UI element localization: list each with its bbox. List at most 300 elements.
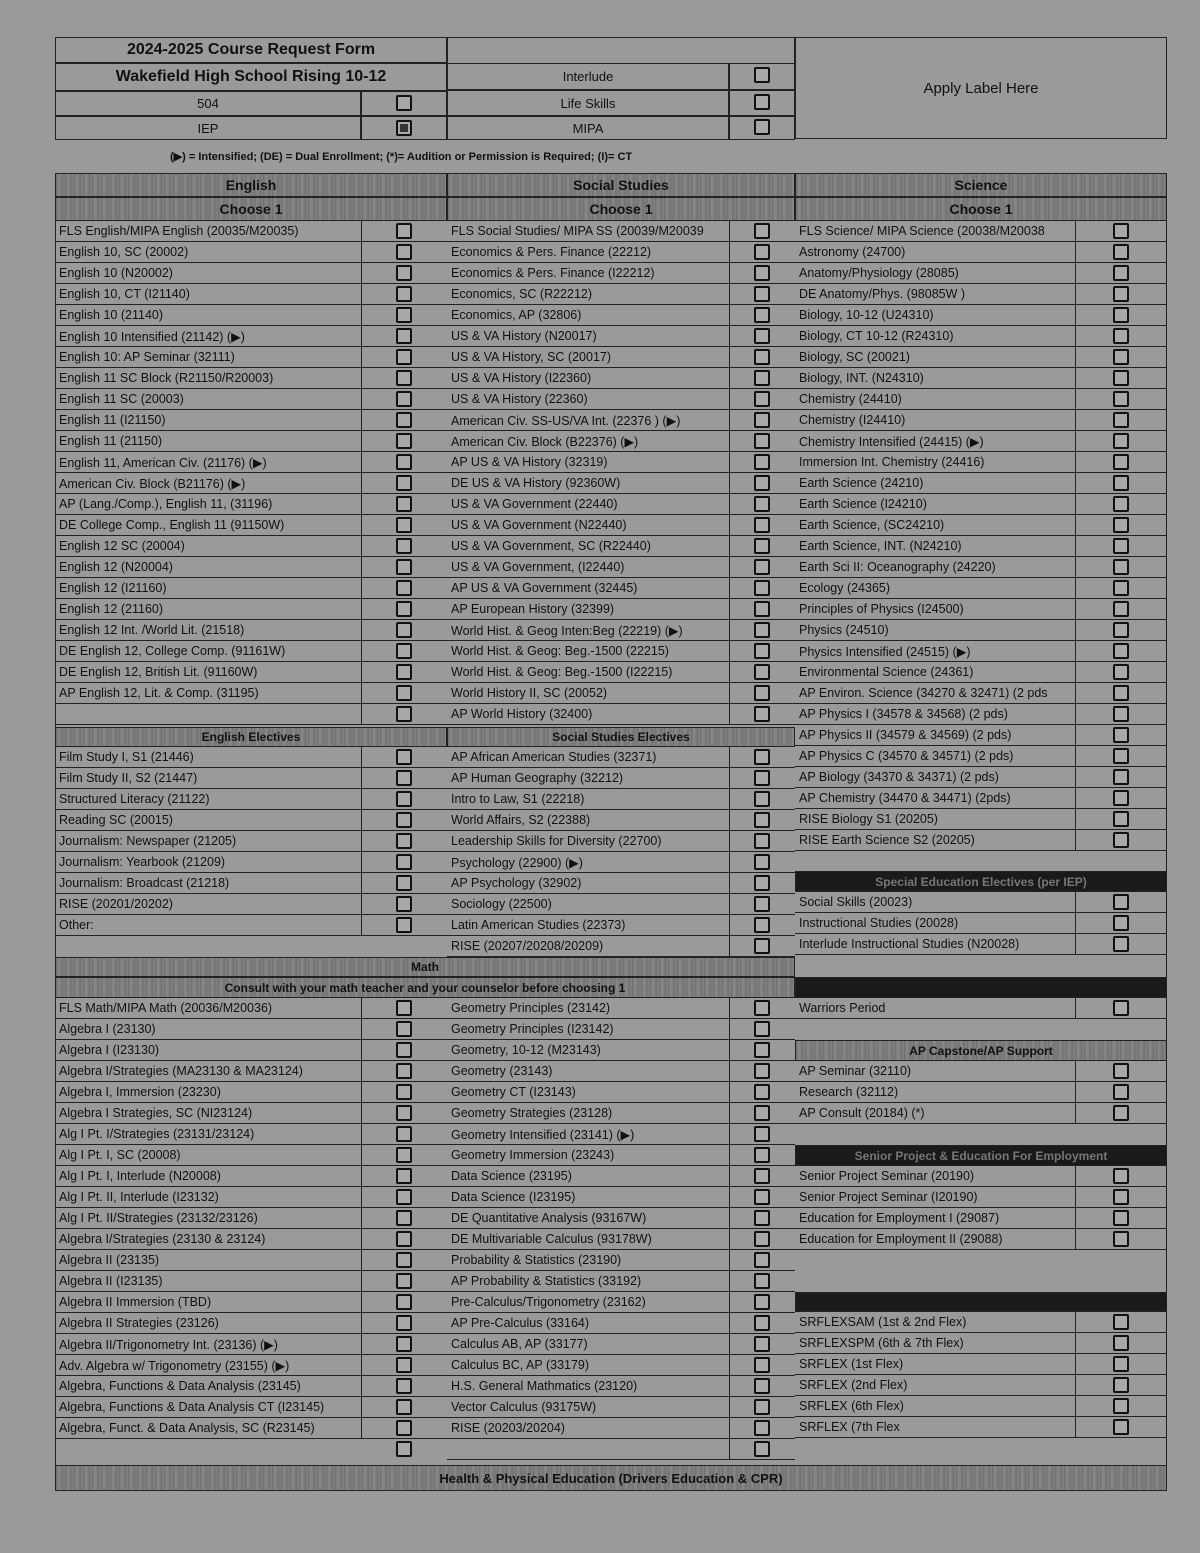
math-left-row	[55, 1208, 361, 1229]
sped-course-row	[795, 934, 1075, 955]
math-left-checkbox[interactable]	[396, 1084, 412, 1100]
math-left-row	[55, 1355, 361, 1376]
english-course-checkbox[interactable]	[396, 643, 412, 659]
english-course-checkbox[interactable]	[396, 538, 412, 554]
science-course-checkbox[interactable]	[1113, 706, 1129, 722]
english-course-row	[55, 326, 361, 347]
math-right-row	[447, 1355, 729, 1376]
math-right-label: AP Pre-Calculus (33164)	[451, 1316, 590, 1330]
science-course-checkbox[interactable]	[1113, 454, 1129, 470]
english-course-row	[55, 578, 361, 599]
math-left-checkbox[interactable]	[396, 1126, 412, 1142]
math-left-checkbox[interactable]	[396, 1441, 412, 1457]
english-elective-row	[55, 789, 361, 810]
social-course-label: American Civ. SS-US/VA Int. (22376 ) (▶)	[451, 413, 681, 428]
math-left-label: Algebra II Strategies (23126)	[59, 1316, 219, 1330]
math-left-checkbox[interactable]	[396, 1315, 412, 1331]
ap-course-checkbox[interactable]	[1113, 1063, 1129, 1079]
math-right-checkbox[interactable]	[754, 1273, 770, 1289]
math-right-row	[447, 1040, 729, 1061]
math-right-checkbox[interactable]	[754, 1000, 770, 1016]
senior-course-checkbox[interactable]	[1113, 1189, 1129, 1205]
math-left-checkbox[interactable]	[396, 1252, 412, 1268]
math-right-checkbox[interactable]	[754, 1252, 770, 1268]
math-left-checkbox[interactable]	[396, 1378, 412, 1394]
math-right-label: H.S. General Mathmatics (23120)	[451, 1379, 638, 1393]
english-course-checkbox[interactable]	[396, 391, 412, 407]
social-elective-checkbox[interactable]	[754, 875, 770, 891]
option-lifeskills-checkbox[interactable]	[754, 94, 770, 110]
science-course-label: Astronomy (24700)	[799, 245, 906, 259]
flex-course-checkbox[interactable]	[1113, 1314, 1129, 1330]
math-right-row	[447, 1145, 729, 1166]
english-elective-checkbox[interactable]	[396, 812, 412, 828]
sped-course-label: Instructional Studies (20028)	[799, 916, 959, 930]
math-right-checkbox[interactable]	[754, 1420, 770, 1436]
math-right-row	[447, 1124, 729, 1145]
science-course-checkbox[interactable]	[1113, 286, 1129, 302]
math-right-checkbox[interactable]	[754, 1168, 770, 1184]
english-elective-checkbox[interactable]	[396, 854, 412, 870]
science-course-checkbox[interactable]	[1113, 370, 1129, 386]
math-left-label: FLS Math/MIPA Math (20036/M20036)	[59, 1001, 273, 1015]
math-right-label: RISE (20203/20204)	[451, 1421, 565, 1435]
social-course-checkbox[interactable]	[754, 622, 770, 638]
science-course-checkbox[interactable]	[1113, 727, 1129, 743]
social-course-checkbox[interactable]	[754, 601, 770, 617]
math-right-row	[447, 1439, 729, 1460]
english-elective-checkbox[interactable]	[396, 749, 412, 765]
science-course-checkbox[interactable]	[1113, 769, 1129, 785]
math-left-checkbox[interactable]	[396, 1105, 412, 1121]
ap-course-label: AP Seminar (32110)	[799, 1064, 912, 1078]
english-course-checkbox[interactable]	[396, 370, 412, 386]
english-elective-row	[55, 873, 361, 894]
english-course-checkbox[interactable]	[396, 706, 412, 722]
social-course-label: DE US & VA History (92360W)	[451, 476, 621, 490]
english-elective-label: Other:	[59, 918, 94, 932]
english-elective-checkbox[interactable]	[396, 896, 412, 912]
header-mid-blank	[447, 37, 795, 63]
math-left-row	[55, 1103, 361, 1124]
english-course-row	[55, 389, 361, 410]
math-left-checkbox[interactable]	[396, 1336, 412, 1352]
english-elective-label: Reading SC (20015)	[59, 813, 173, 827]
flex-course-checkbox[interactable]	[1113, 1398, 1129, 1414]
science-course-label: Physics (24510)	[799, 623, 889, 637]
english-course-checkbox[interactable]	[396, 601, 412, 617]
senior-course-checkbox[interactable]	[1113, 1210, 1129, 1226]
social-electives-header: Social Studies Electives	[447, 727, 795, 747]
math-right-label: Vector Calculus (93175W)	[451, 1400, 597, 1414]
science-course-label: Chemistry (I24410)	[799, 413, 906, 427]
math-left-checkbox[interactable]	[396, 1294, 412, 1310]
english-course-checkbox[interactable]	[396, 517, 412, 533]
math-right-checkbox[interactable]	[754, 1084, 770, 1100]
social-elective-label: AP Human Geography (32212)	[451, 771, 624, 785]
science-course-checkbox[interactable]	[1113, 622, 1129, 638]
math-right-row	[447, 1334, 729, 1355]
math-right-row	[447, 998, 729, 1019]
science-course-label: AP Biology (34370 & 34371) (2 pds)	[799, 770, 999, 784]
science-course-checkbox[interactable]	[1113, 412, 1129, 428]
science-course-checkbox[interactable]	[1113, 517, 1129, 533]
flex-course-checkbox[interactable]	[1113, 1356, 1129, 1372]
math-left-checkbox[interactable]	[396, 1357, 412, 1373]
english-course-checkbox[interactable]	[396, 265, 412, 281]
english-course-checkbox[interactable]	[396, 685, 412, 701]
science-course-checkbox[interactable]	[1113, 433, 1129, 449]
english-course-row	[55, 515, 361, 536]
math-left-checkbox[interactable]	[396, 1042, 412, 1058]
science-course-checkbox[interactable]	[1113, 328, 1129, 344]
ap-course-label: AP Consult (20184) (*)	[799, 1106, 925, 1120]
ap-course-checkbox[interactable]	[1113, 1084, 1129, 1100]
math-left-checkbox[interactable]	[396, 1399, 412, 1415]
math-left-label: Alg I Pt. I, Interlude (N20008)	[59, 1169, 221, 1183]
science-course-checkbox[interactable]	[1113, 664, 1129, 680]
english-elective-checkbox[interactable]	[396, 791, 412, 807]
math-right-checkbox[interactable]	[754, 1189, 770, 1205]
science-course-checkbox[interactable]	[1113, 538, 1129, 554]
science-course-row	[795, 242, 1075, 263]
social-elective-checkbox[interactable]	[754, 938, 770, 954]
english-course-label: American Civ. Block (B21176) (▶)	[59, 476, 246, 491]
math-left-label: Alg I Pt. I, SC (20008)	[59, 1148, 181, 1162]
math-right-row	[447, 1313, 729, 1334]
sped-course-checkbox[interactable]	[1113, 936, 1129, 952]
science-course-checkbox[interactable]	[1113, 685, 1129, 701]
flex-course-label: SRFLEX (1st Flex)	[799, 1357, 904, 1371]
science-course-row	[795, 389, 1075, 410]
science-course-checkbox[interactable]	[1113, 349, 1129, 365]
math-left-checkbox[interactable]	[396, 1147, 412, 1163]
english-course-row	[55, 263, 361, 284]
english-course-label: English 12 (I21160)	[59, 581, 167, 595]
option-interlude-checkbox[interactable]	[754, 67, 770, 83]
option-504-checkbox[interactable]	[396, 95, 412, 111]
social-course-row	[447, 641, 729, 662]
english-elective-label: Film Study II, S2 (21447)	[59, 771, 198, 785]
science-course-checkbox[interactable]	[1113, 496, 1129, 512]
math-left-checkbox[interactable]	[396, 1063, 412, 1079]
math-right-checkbox[interactable]	[754, 1126, 770, 1142]
math-left-label: Adv. Algebra w/ Trigonometry (23155) (▶)	[59, 1358, 290, 1373]
math-right-label: Geometry CT (I23143)	[451, 1085, 576, 1099]
social-elective-checkbox[interactable]	[754, 917, 770, 933]
social-course-checkbox[interactable]	[754, 265, 770, 281]
english-header: English	[55, 173, 447, 197]
math-left-label: Algebra I/Strategies (23130 & 23124)	[59, 1232, 266, 1246]
math-right-row	[447, 1271, 729, 1292]
flex-course-checkbox[interactable]	[1113, 1419, 1129, 1435]
science-course-row	[795, 641, 1075, 662]
english-course-label: English 12 (N20004)	[59, 560, 173, 574]
social-course-checkbox[interactable]	[754, 412, 770, 428]
social-course-label: AP European History (32399)	[451, 602, 615, 616]
legend: (▶) = Intensified; (DE) = Dual Enrollment; (*)= Audition or Permission is Required; (I)= CT	[170, 151, 633, 163]
english-course-checkbox[interactable]	[396, 328, 412, 344]
warriors-checkbox[interactable]	[1113, 1000, 1129, 1016]
math-right-checkbox[interactable]	[754, 1399, 770, 1415]
social-course-checkbox[interactable]	[754, 517, 770, 533]
english-course-checkbox[interactable]	[396, 664, 412, 680]
math-left-checkbox[interactable]	[396, 1231, 412, 1247]
math-left-row	[55, 1187, 361, 1208]
social-elective-checkbox[interactable]	[754, 854, 770, 870]
science-course-row	[795, 410, 1075, 431]
senior-course-row	[795, 1229, 1075, 1250]
sped-header: Special Education Electives (per IEP)	[795, 871, 1167, 892]
english-course-checkbox[interactable]	[396, 433, 412, 449]
option-504-label: 504	[55, 91, 361, 116]
science-course-checkbox[interactable]	[1113, 475, 1129, 491]
science-course-row	[795, 746, 1075, 767]
english-course-checkbox[interactable]	[396, 286, 412, 302]
science-course-checkbox[interactable]	[1113, 559, 1129, 575]
science-course-checkbox[interactable]	[1113, 643, 1129, 659]
english-course-row	[55, 683, 361, 704]
english-course-checkbox[interactable]	[396, 244, 412, 260]
math-left-row	[55, 1313, 361, 1334]
math-right-checkbox[interactable]	[754, 1042, 770, 1058]
science-course-row	[795, 494, 1075, 515]
senior-course-checkbox[interactable]	[1113, 1231, 1129, 1247]
social-course-checkbox[interactable]	[754, 328, 770, 344]
math-right-row	[447, 1019, 729, 1040]
social-course-checkbox[interactable]	[754, 475, 770, 491]
english-course-checkbox[interactable]	[396, 559, 412, 575]
science-course-checkbox[interactable]	[1113, 580, 1129, 596]
math-left-label: Algebra II (23135)	[59, 1253, 160, 1267]
english-elective-label: Journalism: Yearbook (21209)	[59, 855, 226, 869]
flex-course-label: SRFLEX (7th Flex	[799, 1420, 900, 1434]
english-elective-row	[55, 768, 361, 789]
english-course-checkbox[interactable]	[396, 475, 412, 491]
english-course-checkbox[interactable]	[396, 454, 412, 470]
english-course-checkbox[interactable]	[396, 496, 412, 512]
social-subheader: Choose 1	[447, 197, 795, 221]
social-course-checkbox[interactable]	[754, 349, 770, 365]
social-course-checkbox[interactable]	[754, 391, 770, 407]
social-course-checkbox[interactable]	[754, 370, 770, 386]
math-right-checkbox[interactable]	[754, 1105, 770, 1121]
social-course-row	[447, 284, 729, 305]
science-course-checkbox[interactable]	[1113, 223, 1129, 239]
english-course-checkbox[interactable]	[396, 349, 412, 365]
english-course-row	[55, 284, 361, 305]
warriors-row	[795, 998, 1075, 1019]
social-elective-row	[447, 852, 729, 873]
math-right-row	[447, 1082, 729, 1103]
social-course-checkbox[interactable]	[754, 307, 770, 323]
english-course-row	[55, 431, 361, 452]
social-course-checkbox[interactable]	[754, 538, 770, 554]
science-course-label: Immersion Int. Chemistry (24416)	[799, 455, 985, 469]
math-left-label: Algebra, Funct. & Data Analysis, SC (R23145)	[59, 1421, 315, 1435]
social-course-checkbox[interactable]	[754, 685, 770, 701]
health-header: Health & Physical Education (Drivers Education & CPR)	[55, 1465, 1167, 1491]
social-course-row	[447, 683, 729, 704]
science-course-label: Earth Sci II: Oceanography (24220)	[799, 560, 996, 574]
math-right-checkbox[interactable]	[754, 1147, 770, 1163]
math-right-label: Geometry Principles (23142)	[451, 1001, 611, 1015]
social-course-checkbox[interactable]	[754, 643, 770, 659]
science-course-row	[795, 431, 1075, 452]
english-course-label: English 11 SC (20003)	[59, 392, 184, 406]
social-course-checkbox[interactable]	[754, 286, 770, 302]
math-left-label: Alg I Pt. II/Strategies (23132/23126)	[59, 1211, 258, 1225]
english-elective-label: Film Study I, S1 (21446)	[59, 750, 194, 764]
senior-course-checkbox[interactable]	[1113, 1168, 1129, 1184]
social-header: Social Studies	[447, 173, 795, 197]
option-iep-checkbox[interactable]	[396, 120, 412, 136]
english-course-label: DE English 12, British Lit. (91160W)	[59, 665, 258, 679]
social-elective-row	[447, 915, 729, 936]
social-course-checkbox[interactable]	[754, 454, 770, 470]
math-right-checkbox[interactable]	[754, 1357, 770, 1373]
english-elective-label: Journalism: Newspaper (21205)	[59, 834, 237, 848]
science-course-checkbox[interactable]	[1113, 790, 1129, 806]
flex-course-label: SRFLEX (6th Flex)	[799, 1399, 904, 1413]
english-course-checkbox[interactable]	[396, 223, 412, 239]
math-left-label: Algebra II/Trigonometry Int. (23136) (▶)	[59, 1337, 278, 1352]
flex-course-checkbox[interactable]	[1113, 1335, 1129, 1351]
social-course-row	[447, 431, 729, 452]
science-course-label: Earth Science, (SC24210)	[799, 518, 945, 532]
english-course-checkbox[interactable]	[396, 580, 412, 596]
ap-course-checkbox[interactable]	[1113, 1105, 1129, 1121]
social-course-label: Economics & Pers. Finance (22212)	[451, 245, 652, 259]
english-elective-checkbox[interactable]	[396, 833, 412, 849]
math-right-checkbox[interactable]	[754, 1021, 770, 1037]
math-left-checkbox[interactable]	[396, 1273, 412, 1289]
science-course-row	[795, 515, 1075, 536]
science-course-row	[795, 536, 1075, 557]
social-elective-checkbox[interactable]	[754, 791, 770, 807]
math-left-label: Algebra II Immersion (TBD)	[59, 1295, 212, 1309]
sped-course-checkbox[interactable]	[1113, 915, 1129, 931]
science-course-checkbox[interactable]	[1113, 811, 1129, 827]
science-course-checkbox[interactable]	[1113, 832, 1129, 848]
science-course-label: DE Anatomy/Phys. (98085W )	[799, 287, 966, 301]
math-right-row	[447, 1061, 729, 1082]
math-left-checkbox[interactable]	[396, 1000, 412, 1016]
social-course-checkbox[interactable]	[754, 244, 770, 260]
social-elective-label: Sociology (22500)	[451, 897, 552, 911]
social-course-checkbox[interactable]	[754, 664, 770, 680]
option-mipa-checkbox[interactable]	[754, 119, 770, 135]
science-course-label: Earth Science, INT. (N24210)	[799, 539, 962, 553]
math-left-label: Alg I Pt. I/Strategies (23131/23124)	[59, 1127, 255, 1141]
social-elective-row	[447, 873, 729, 894]
social-course-label: US & VA History (I22360)	[451, 371, 592, 385]
english-course-label: English 12 SC (20004)	[59, 539, 185, 553]
social-elective-checkbox[interactable]	[754, 812, 770, 828]
social-course-checkbox[interactable]	[754, 580, 770, 596]
sped-course-checkbox[interactable]	[1113, 894, 1129, 910]
flex-course-row	[795, 1312, 1075, 1333]
math-left-checkbox[interactable]	[396, 1189, 412, 1205]
english-course-checkbox[interactable]	[396, 307, 412, 323]
senior-header: Senior Project & Education For Employment	[795, 1145, 1167, 1166]
english-course-row	[55, 242, 361, 263]
social-course-checkbox[interactable]	[754, 706, 770, 722]
math-left-checkbox[interactable]	[396, 1210, 412, 1226]
math-right-checkbox[interactable]	[754, 1441, 770, 1457]
science-course-checkbox[interactable]	[1113, 391, 1129, 407]
science-course-label: AP Physics II (34579 & 34569) (2 pds)	[799, 728, 1012, 742]
english-elective-checkbox[interactable]	[396, 875, 412, 891]
math-right-checkbox[interactable]	[754, 1315, 770, 1331]
math-right-checkbox[interactable]	[754, 1378, 770, 1394]
science-course-checkbox[interactable]	[1113, 307, 1129, 323]
english-elective-checkbox[interactable]	[396, 770, 412, 786]
english-elective-checkbox[interactable]	[396, 917, 412, 933]
flex-course-label: SRFLEX (2nd Flex)	[799, 1378, 908, 1392]
senior-course-label: Senior Project Seminar (20190)	[799, 1169, 975, 1183]
math-right-label: DE Multivariable Calculus (93178W)	[451, 1232, 652, 1246]
math-left-checkbox[interactable]	[396, 1021, 412, 1037]
math-left-label: Algebra I/Strategies (MA23130 & MA23124)	[59, 1064, 303, 1078]
sped-course-row	[795, 892, 1075, 913]
math-left-checkbox[interactable]	[396, 1168, 412, 1184]
social-course-checkbox[interactable]	[754, 559, 770, 575]
social-course-row	[447, 452, 729, 473]
social-course-row	[447, 242, 729, 263]
english-elective-row	[55, 894, 361, 915]
math-left-label: Algebra, Functions & Data Analysis (23145)	[59, 1379, 301, 1393]
math-right-checkbox[interactable]	[754, 1294, 770, 1310]
social-course-checkbox[interactable]	[754, 496, 770, 512]
science-course-checkbox[interactable]	[1113, 748, 1129, 764]
math-left-row	[55, 1334, 361, 1355]
math-right-checkbox[interactable]	[754, 1231, 770, 1247]
english-course-row	[55, 305, 361, 326]
social-elective-row	[447, 831, 729, 852]
math-right-row	[447, 1103, 729, 1124]
social-course-checkbox[interactable]	[754, 223, 770, 239]
math-right-checkbox[interactable]	[754, 1210, 770, 1226]
social-elective-checkbox[interactable]	[754, 896, 770, 912]
math-left-checkbox[interactable]	[396, 1420, 412, 1436]
science-course-label: AP Physics I (34578 & 34568) (2 pds)	[799, 707, 1008, 721]
science-course-row	[795, 221, 1075, 242]
social-course-checkbox[interactable]	[754, 433, 770, 449]
math-right-checkbox[interactable]	[754, 1063, 770, 1079]
english-elective-label: Journalism: Broadcast (21218)	[59, 876, 230, 890]
social-elective-checkbox[interactable]	[754, 770, 770, 786]
flex-course-row	[795, 1375, 1075, 1396]
social-elective-checkbox[interactable]	[754, 833, 770, 849]
science-course-checkbox[interactable]	[1113, 265, 1129, 281]
social-elective-checkbox[interactable]	[754, 749, 770, 765]
flex-course-checkbox[interactable]	[1113, 1377, 1129, 1393]
flex-course-row	[795, 1354, 1075, 1375]
english-course-row	[55, 452, 361, 473]
option-lifeskills-label: Life Skills	[447, 90, 729, 116]
sped-course-row	[795, 913, 1075, 934]
english-course-checkbox[interactable]	[396, 622, 412, 638]
science-course-checkbox[interactable]	[1113, 244, 1129, 260]
english-course-checkbox[interactable]	[396, 412, 412, 428]
math-left-row	[55, 1418, 361, 1439]
science-course-checkbox[interactable]	[1113, 601, 1129, 617]
math-right-checkbox[interactable]	[754, 1336, 770, 1352]
math-right-row	[447, 1250, 729, 1271]
social-elective-row	[447, 936, 729, 957]
science-course-row	[795, 263, 1075, 284]
